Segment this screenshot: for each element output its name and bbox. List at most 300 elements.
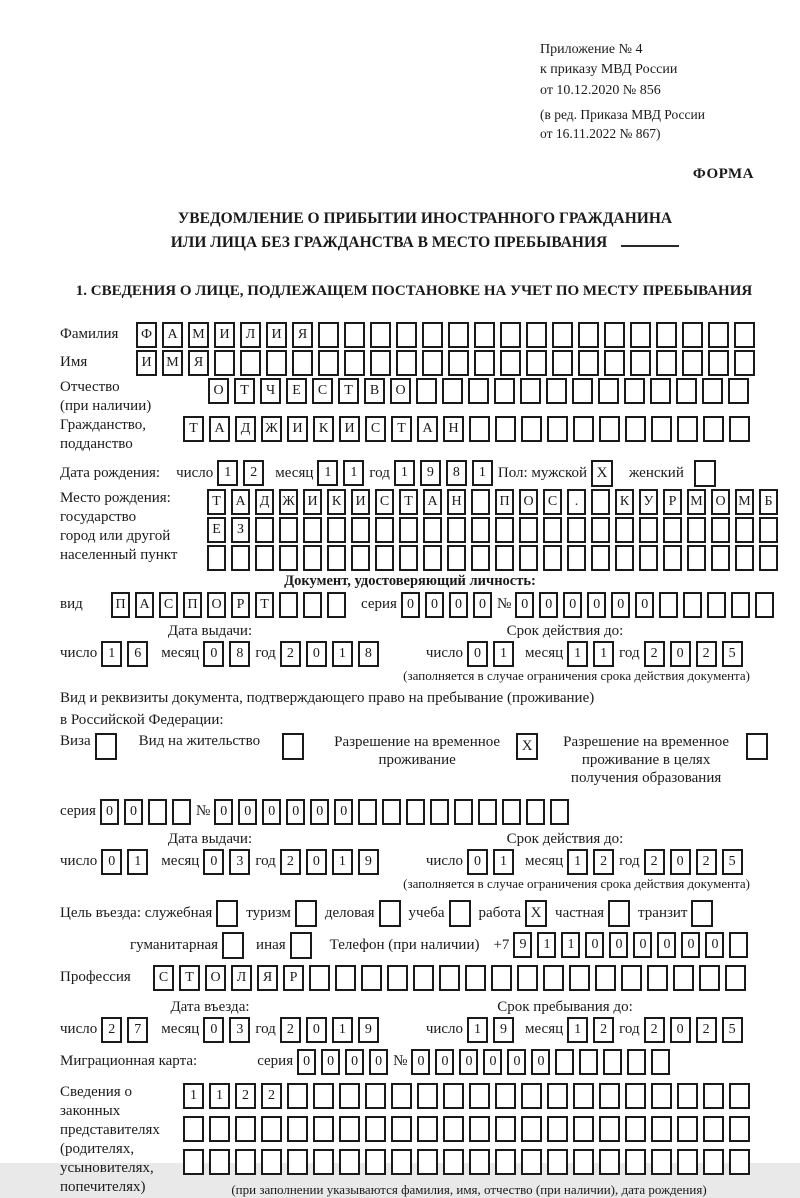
representatives-cells-r0-3[interactable]: 2 bbox=[261, 1083, 282, 1109]
surname-cells-3[interactable]: И bbox=[214, 322, 235, 348]
surname-cells-0[interactable]: Ф bbox=[136, 322, 157, 348]
citizenship-cells-13[interactable] bbox=[521, 416, 542, 442]
residence-issue-year-cells-1[interactable]: 0 bbox=[306, 849, 327, 875]
patronymic-cells-12[interactable] bbox=[520, 378, 541, 404]
citizenship-cells-6[interactable]: И bbox=[339, 416, 360, 442]
residence-permit-checkbox[interactable] bbox=[282, 733, 304, 760]
patronymic-cells-5[interactable]: Т bbox=[338, 378, 359, 404]
doc-expiry-year-cells-3[interactable]: 5 bbox=[722, 641, 743, 667]
birthplace-cells-r2-5[interactable] bbox=[327, 545, 346, 571]
surname-cells-1[interactable]: А bbox=[162, 322, 183, 348]
profession-cells-12[interactable] bbox=[465, 965, 486, 991]
surname-cells-23[interactable] bbox=[734, 322, 755, 348]
purpose-humanitarian-checkbox[interactable] bbox=[222, 932, 244, 959]
purpose-business-checkbox[interactable] bbox=[379, 900, 401, 927]
birthplace-cells-r1-4[interactable] bbox=[303, 517, 322, 543]
givenname-cells-8[interactable] bbox=[344, 350, 365, 376]
purpose-private-checkbox[interactable] bbox=[608, 900, 630, 927]
citizenship-cells-10[interactable]: Н bbox=[443, 416, 464, 442]
entry-year-cells-2[interactable]: 1 bbox=[332, 1017, 353, 1043]
profession-cells-1[interactable]: Т bbox=[179, 965, 200, 991]
doc-expiry-month-cells-0[interactable]: 1 bbox=[567, 641, 588, 667]
representatives-cells-r2-19[interactable] bbox=[677, 1149, 698, 1175]
givenname-cells-16[interactable] bbox=[552, 350, 573, 376]
birthplace-cells-r2-6[interactable] bbox=[351, 545, 370, 571]
birthplace-cells-r1-21[interactable] bbox=[711, 517, 730, 543]
entry-year-cells-3[interactable]: 9 bbox=[358, 1017, 379, 1043]
givenname-cells-21[interactable] bbox=[682, 350, 703, 376]
residence-issue-day-cells-0[interactable]: 0 bbox=[101, 849, 122, 875]
givenname-cells-2[interactable]: Я bbox=[188, 350, 209, 376]
phone-cells-9[interactable] bbox=[729, 932, 748, 958]
birthplace-cells-r1-5[interactable] bbox=[327, 517, 346, 543]
residence-issue-month-cells-0[interactable]: 0 bbox=[203, 849, 224, 875]
phone-cells-3[interactable]: 0 bbox=[585, 932, 604, 958]
birthplace-cells-r1-8[interactable] bbox=[399, 517, 418, 543]
residence-expiry-year-cells-0[interactable]: 2 bbox=[644, 849, 665, 875]
birthplace-cells-r2-7[interactable] bbox=[375, 545, 394, 571]
representatives-cells-r2-17[interactable] bbox=[625, 1149, 646, 1175]
representatives-cells-r2-18[interactable] bbox=[651, 1149, 672, 1175]
representatives-cells-r1-10[interactable] bbox=[443, 1116, 464, 1142]
doc-type-cells-0[interactable]: П bbox=[111, 592, 130, 618]
representatives-cells-r1-6[interactable] bbox=[339, 1116, 360, 1142]
representatives-cells-r1-1[interactable] bbox=[209, 1116, 230, 1142]
givenname-cells-7[interactable] bbox=[318, 350, 339, 376]
representatives-cells-r1-4[interactable] bbox=[287, 1116, 308, 1142]
residence-issue-year-cells-0[interactable]: 2 bbox=[280, 849, 301, 875]
residence-expiry-year-cells-3[interactable]: 5 bbox=[722, 849, 743, 875]
givenname-cells-18[interactable] bbox=[604, 350, 625, 376]
birthplace-cells-r0-8[interactable]: Т bbox=[399, 489, 418, 515]
birth-month-cells-0[interactable]: 1 bbox=[317, 460, 338, 486]
representatives-cells-r2-11[interactable] bbox=[469, 1149, 490, 1175]
doc-type-cells-8[interactable] bbox=[303, 592, 322, 618]
representatives-cells-r2-21[interactable] bbox=[729, 1149, 750, 1175]
givenname-cells-1[interactable]: М bbox=[162, 350, 183, 376]
citizenship-cells-5[interactable]: К bbox=[313, 416, 334, 442]
profession-cells-4[interactable]: Я bbox=[257, 965, 278, 991]
residence-number-cells-10[interactable] bbox=[454, 799, 473, 825]
migration-number-cells-1[interactable]: 0 bbox=[435, 1049, 454, 1075]
birthplace-cells-r1-14[interactable] bbox=[543, 517, 562, 543]
representatives-cells-r2-2[interactable] bbox=[235, 1149, 256, 1175]
surname-cells-11[interactable] bbox=[422, 322, 443, 348]
representatives-cells-r0-8[interactable] bbox=[391, 1083, 412, 1109]
residence-expiry-month-cells-1[interactable]: 2 bbox=[593, 849, 614, 875]
phone-cells-7[interactable]: 0 bbox=[681, 932, 700, 958]
residence-number-cells-8[interactable] bbox=[406, 799, 425, 825]
givenname-cells-0[interactable]: И bbox=[136, 350, 157, 376]
phone-cells-5[interactable]: 0 bbox=[633, 932, 652, 958]
doc-type-cells-7[interactable] bbox=[279, 592, 298, 618]
givenname-cells-17[interactable] bbox=[578, 350, 599, 376]
profession-cells-5[interactable]: Р bbox=[283, 965, 304, 991]
birthplace-cells-r1-19[interactable] bbox=[663, 517, 682, 543]
temp-residence-checkbox[interactable]: X bbox=[516, 733, 538, 760]
givenname-cells-15[interactable] bbox=[526, 350, 547, 376]
migration-number-cells-9[interactable] bbox=[627, 1049, 646, 1075]
birthplace-cells-r2-21[interactable] bbox=[711, 545, 730, 571]
representatives-cells-r2-5[interactable] bbox=[313, 1149, 334, 1175]
profession-cells-21[interactable] bbox=[699, 965, 720, 991]
birthplace-cells-r1-1[interactable]: З bbox=[231, 517, 250, 543]
representatives-cells-r0-5[interactable] bbox=[313, 1083, 334, 1109]
migration-number-cells-8[interactable] bbox=[603, 1049, 622, 1075]
gender-male-checkbox[interactable]: X bbox=[591, 460, 613, 487]
stay-month-cells-0[interactable]: 1 bbox=[567, 1017, 588, 1043]
birthplace-cells-r0-9[interactable]: А bbox=[423, 489, 442, 515]
surname-cells-13[interactable] bbox=[474, 322, 495, 348]
citizenship-cells-4[interactable]: И bbox=[287, 416, 308, 442]
migration-number-cells-4[interactable]: 0 bbox=[507, 1049, 526, 1075]
profession-cells-22[interactable] bbox=[725, 965, 746, 991]
representatives-cells-r1-12[interactable] bbox=[495, 1116, 516, 1142]
profession-cells-11[interactable] bbox=[439, 965, 460, 991]
entry-year-cells-0[interactable]: 2 bbox=[280, 1017, 301, 1043]
surname-cells-4[interactable]: Л bbox=[240, 322, 261, 348]
doc-number-cells-10[interactable] bbox=[755, 592, 774, 618]
entry-month-cells-0[interactable]: 0 bbox=[203, 1017, 224, 1043]
citizenship-cells-9[interactable]: А bbox=[417, 416, 438, 442]
citizenship-cells-18[interactable] bbox=[651, 416, 672, 442]
birthplace-cells-r2-17[interactable] bbox=[615, 545, 634, 571]
givenname-cells-3[interactable] bbox=[214, 350, 235, 376]
representatives-cells-r1-17[interactable] bbox=[625, 1116, 646, 1142]
birthplace-cells-r0-21[interactable]: О bbox=[711, 489, 730, 515]
birthplace-cells-r0-10[interactable]: Н bbox=[447, 489, 466, 515]
patronymic-cells-13[interactable] bbox=[546, 378, 567, 404]
residence-number-cells-9[interactable] bbox=[430, 799, 449, 825]
birth-year-cells-3[interactable]: 1 bbox=[472, 460, 493, 486]
patronymic-cells-3[interactable]: Е bbox=[286, 378, 307, 404]
residence-number-cells-4[interactable]: 0 bbox=[310, 799, 329, 825]
birthplace-cells-r0-11[interactable] bbox=[471, 489, 490, 515]
purpose-work-checkbox[interactable]: X bbox=[525, 900, 547, 927]
entry-day-cells-1[interactable]: 7 bbox=[127, 1017, 148, 1043]
representatives-cells-r0-9[interactable] bbox=[417, 1083, 438, 1109]
birthplace-cells-r1-9[interactable] bbox=[423, 517, 442, 543]
doc-issue-year-cells-1[interactable]: 0 bbox=[306, 641, 327, 667]
migration-number-cells-7[interactable] bbox=[579, 1049, 598, 1075]
representatives-cells-r0-11[interactable] bbox=[469, 1083, 490, 1109]
residence-series-cells-3[interactable] bbox=[172, 799, 191, 825]
residence-number-cells-14[interactable] bbox=[550, 799, 569, 825]
residence-expiry-day-cells-1[interactable]: 1 bbox=[493, 849, 514, 875]
birthplace-cells-r0-17[interactable]: К bbox=[615, 489, 634, 515]
birthplace-cells-r2-23[interactable] bbox=[759, 545, 778, 571]
birth-year-cells-1[interactable]: 9 bbox=[420, 460, 441, 486]
doc-issue-year-cells-3[interactable]: 8 bbox=[358, 641, 379, 667]
surname-cells-10[interactable] bbox=[396, 322, 417, 348]
birthplace-cells-r1-16[interactable] bbox=[591, 517, 610, 543]
residence-issue-month-cells-1[interactable]: 3 bbox=[229, 849, 250, 875]
residence-expiry-year-cells-2[interactable]: 2 bbox=[696, 849, 717, 875]
representatives-cells-r0-13[interactable] bbox=[521, 1083, 542, 1109]
representatives-cells-r0-10[interactable] bbox=[443, 1083, 464, 1109]
stay-month-cells-1[interactable]: 2 bbox=[593, 1017, 614, 1043]
birth-month-cells-1[interactable]: 1 bbox=[343, 460, 364, 486]
representatives-cells-r0-18[interactable] bbox=[651, 1083, 672, 1109]
migration-number-cells-2[interactable]: 0 bbox=[459, 1049, 478, 1075]
citizenship-cells-12[interactable] bbox=[495, 416, 516, 442]
representatives-cells-r1-0[interactable] bbox=[183, 1116, 204, 1142]
doc-issue-year-cells-0[interactable]: 2 bbox=[280, 641, 301, 667]
doc-issue-day-cells-0[interactable]: 1 bbox=[101, 641, 122, 667]
birthplace-cells-r2-20[interactable] bbox=[687, 545, 706, 571]
representatives-cells-r1-9[interactable] bbox=[417, 1116, 438, 1142]
gender-female-checkbox[interactable] bbox=[694, 460, 716, 487]
representatives-cells-r0-15[interactable] bbox=[573, 1083, 594, 1109]
birthplace-cells-r0-20[interactable]: М bbox=[687, 489, 706, 515]
profession-cells-2[interactable]: О bbox=[205, 965, 226, 991]
surname-cells-15[interactable] bbox=[526, 322, 547, 348]
representatives-cells-r1-2[interactable] bbox=[235, 1116, 256, 1142]
doc-number-cells-1[interactable]: 0 bbox=[539, 592, 558, 618]
representatives-cells-r1-11[interactable] bbox=[469, 1116, 490, 1142]
representatives-cells-r1-15[interactable] bbox=[573, 1116, 594, 1142]
birthplace-cells-r0-3[interactable]: Ж bbox=[279, 489, 298, 515]
doc-series-cells-1[interactable]: 0 bbox=[425, 592, 444, 618]
birthplace-cells-r0-0[interactable]: Т bbox=[207, 489, 226, 515]
representatives-cells-r2-10[interactable] bbox=[443, 1149, 464, 1175]
stay-year-cells-0[interactable]: 2 bbox=[644, 1017, 665, 1043]
profession-cells-20[interactable] bbox=[673, 965, 694, 991]
birthplace-cells-r2-3[interactable] bbox=[279, 545, 298, 571]
migration-number-cells-0[interactable]: 0 bbox=[411, 1049, 430, 1075]
citizenship-cells-0[interactable]: Т bbox=[183, 416, 204, 442]
birthplace-cells-r1-2[interactable] bbox=[255, 517, 274, 543]
residence-series-cells-0[interactable]: 0 bbox=[100, 799, 119, 825]
phone-cells-4[interactable]: 0 bbox=[609, 932, 628, 958]
residence-expiry-month-cells-0[interactable]: 1 bbox=[567, 849, 588, 875]
representatives-cells-r1-7[interactable] bbox=[365, 1116, 386, 1142]
stay-day-cells-1[interactable]: 9 bbox=[493, 1017, 514, 1043]
migration-series-cells-2[interactable]: 0 bbox=[345, 1049, 364, 1075]
representatives-cells-r0-6[interactable] bbox=[339, 1083, 360, 1109]
doc-expiry-day-cells-1[interactable]: 1 bbox=[493, 641, 514, 667]
migration-number-cells-3[interactable]: 0 bbox=[483, 1049, 502, 1075]
profession-cells-18[interactable] bbox=[621, 965, 642, 991]
surname-cells-16[interactable] bbox=[552, 322, 573, 348]
surname-cells-7[interactable] bbox=[318, 322, 339, 348]
migration-series-cells-1[interactable]: 0 bbox=[321, 1049, 340, 1075]
representatives-cells-r0-1[interactable]: 1 bbox=[209, 1083, 230, 1109]
patronymic-cells-20[interactable] bbox=[728, 378, 749, 404]
patronymic-cells-19[interactable] bbox=[702, 378, 723, 404]
citizenship-cells-14[interactable] bbox=[547, 416, 568, 442]
residence-expiry-day-cells-0[interactable]: 0 bbox=[467, 849, 488, 875]
surname-cells-19[interactable] bbox=[630, 322, 651, 348]
doc-type-cells-2[interactable]: С bbox=[159, 592, 178, 618]
residence-issue-year-cells-3[interactable]: 9 bbox=[358, 849, 379, 875]
givenname-cells-4[interactable] bbox=[240, 350, 261, 376]
purpose-transit-checkbox[interactable] bbox=[691, 900, 713, 927]
birth-year-cells-2[interactable]: 8 bbox=[446, 460, 467, 486]
patronymic-cells-14[interactable] bbox=[572, 378, 593, 404]
citizenship-cells-7[interactable]: С bbox=[365, 416, 386, 442]
representatives-cells-r0-7[interactable] bbox=[365, 1083, 386, 1109]
patronymic-cells-1[interactable]: Т bbox=[234, 378, 255, 404]
residence-number-cells-3[interactable]: 0 bbox=[286, 799, 305, 825]
profession-cells-10[interactable] bbox=[413, 965, 434, 991]
representatives-cells-r0-2[interactable]: 2 bbox=[235, 1083, 256, 1109]
residence-number-cells-2[interactable]: 0 bbox=[262, 799, 281, 825]
patronymic-cells-17[interactable] bbox=[650, 378, 671, 404]
birthplace-cells-r2-4[interactable] bbox=[303, 545, 322, 571]
surname-cells-2[interactable]: М bbox=[188, 322, 209, 348]
patronymic-cells-18[interactable] bbox=[676, 378, 697, 404]
surname-cells-6[interactable]: Я bbox=[292, 322, 313, 348]
profession-cells-8[interactable] bbox=[361, 965, 382, 991]
doc-number-cells-0[interactable]: 0 bbox=[515, 592, 534, 618]
residence-series-cells-2[interactable] bbox=[148, 799, 167, 825]
givenname-cells-23[interactable] bbox=[734, 350, 755, 376]
representatives-cells-r2-7[interactable] bbox=[365, 1149, 386, 1175]
residence-number-cells-0[interactable]: 0 bbox=[214, 799, 233, 825]
residence-number-cells-12[interactable] bbox=[502, 799, 521, 825]
purpose-other-checkbox[interactable] bbox=[290, 932, 312, 959]
representatives-cells-r0-4[interactable] bbox=[287, 1083, 308, 1109]
patronymic-cells-7[interactable]: О bbox=[390, 378, 411, 404]
surname-cells-22[interactable] bbox=[708, 322, 729, 348]
birth-day-cells-1[interactable]: 2 bbox=[243, 460, 264, 486]
surname-cells-5[interactable]: И bbox=[266, 322, 287, 348]
profession-cells-3[interactable]: Л bbox=[231, 965, 252, 991]
birthplace-cells-r2-10[interactable] bbox=[447, 545, 466, 571]
citizenship-cells-17[interactable] bbox=[625, 416, 646, 442]
birthplace-cells-r2-0[interactable] bbox=[207, 545, 226, 571]
givenname-cells-19[interactable] bbox=[630, 350, 651, 376]
birthplace-cells-r0-2[interactable]: Д bbox=[255, 489, 274, 515]
doc-number-cells-2[interactable]: 0 bbox=[563, 592, 582, 618]
doc-issue-year-cells-2[interactable]: 1 bbox=[332, 641, 353, 667]
surname-cells-14[interactable] bbox=[500, 322, 521, 348]
profession-cells-17[interactable] bbox=[595, 965, 616, 991]
birthplace-cells-r2-16[interactable] bbox=[591, 545, 610, 571]
givenname-cells-13[interactable] bbox=[474, 350, 495, 376]
profession-cells-9[interactable] bbox=[387, 965, 408, 991]
birthplace-cells-r1-7[interactable] bbox=[375, 517, 394, 543]
birthplace-cells-r2-12[interactable] bbox=[495, 545, 514, 571]
representatives-cells-r1-3[interactable] bbox=[261, 1116, 282, 1142]
residence-number-cells-11[interactable] bbox=[478, 799, 497, 825]
givenname-cells-22[interactable] bbox=[708, 350, 729, 376]
birthplace-cells-r0-1[interactable]: А bbox=[231, 489, 250, 515]
doc-expiry-month-cells-1[interactable]: 1 bbox=[593, 641, 614, 667]
birthplace-cells-r1-12[interactable] bbox=[495, 517, 514, 543]
birthplace-cells-r0-12[interactable]: П bbox=[495, 489, 514, 515]
birth-day-cells-0[interactable]: 1 bbox=[217, 460, 238, 486]
representatives-cells-r1-13[interactable] bbox=[521, 1116, 542, 1142]
residence-issue-year-cells-2[interactable]: 1 bbox=[332, 849, 353, 875]
stay-year-cells-1[interactable]: 0 bbox=[670, 1017, 691, 1043]
purpose-official-checkbox[interactable] bbox=[216, 900, 238, 927]
surname-cells-20[interactable] bbox=[656, 322, 677, 348]
doc-type-cells-4[interactable]: О bbox=[207, 592, 226, 618]
patronymic-cells-0[interactable]: О bbox=[208, 378, 229, 404]
profession-cells-7[interactable] bbox=[335, 965, 356, 991]
birthplace-cells-r1-13[interactable] bbox=[519, 517, 538, 543]
doc-series-cells-3[interactable]: 0 bbox=[473, 592, 492, 618]
entry-month-cells-1[interactable]: 3 bbox=[229, 1017, 250, 1043]
citizenship-cells-8[interactable]: Т bbox=[391, 416, 412, 442]
representatives-cells-r2-6[interactable] bbox=[339, 1149, 360, 1175]
doc-type-cells-6[interactable]: Т bbox=[255, 592, 274, 618]
doc-issue-day-cells-1[interactable]: 6 bbox=[127, 641, 148, 667]
representatives-cells-r2-16[interactable] bbox=[599, 1149, 620, 1175]
birthplace-cells-r0-18[interactable]: У bbox=[639, 489, 658, 515]
representatives-cells-r2-14[interactable] bbox=[547, 1149, 568, 1175]
representatives-cells-r0-20[interactable] bbox=[703, 1083, 724, 1109]
migration-number-cells-5[interactable]: 0 bbox=[531, 1049, 550, 1075]
birthplace-cells-r0-5[interactable]: К bbox=[327, 489, 346, 515]
representatives-cells-r0-21[interactable] bbox=[729, 1083, 750, 1109]
patronymic-cells-2[interactable]: Ч bbox=[260, 378, 281, 404]
doc-expiry-year-cells-0[interactable]: 2 bbox=[644, 641, 665, 667]
birthplace-cells-r1-20[interactable] bbox=[687, 517, 706, 543]
givenname-cells-20[interactable] bbox=[656, 350, 677, 376]
migration-number-cells-10[interactable] bbox=[651, 1049, 670, 1075]
birthplace-cells-r2-9[interactable] bbox=[423, 545, 442, 571]
doc-number-cells-8[interactable] bbox=[707, 592, 726, 618]
residence-series-cells-1[interactable]: 0 bbox=[124, 799, 143, 825]
representatives-cells-r2-1[interactable] bbox=[209, 1149, 230, 1175]
temp-residence-edu-checkbox[interactable] bbox=[746, 733, 768, 760]
representatives-cells-r1-5[interactable] bbox=[313, 1116, 334, 1142]
stay-year-cells-2[interactable]: 2 bbox=[696, 1017, 717, 1043]
citizenship-cells-1[interactable]: А bbox=[209, 416, 230, 442]
citizenship-cells-21[interactable] bbox=[729, 416, 750, 442]
representatives-cells-r2-15[interactable] bbox=[573, 1149, 594, 1175]
patronymic-cells-4[interactable]: С bbox=[312, 378, 333, 404]
doc-number-cells-5[interactable]: 0 bbox=[635, 592, 654, 618]
givenname-cells-14[interactable] bbox=[500, 350, 521, 376]
givenname-cells-12[interactable] bbox=[448, 350, 469, 376]
representatives-cells-r2-4[interactable] bbox=[287, 1149, 308, 1175]
doc-number-cells-9[interactable] bbox=[731, 592, 750, 618]
phone-cells-1[interactable]: 1 bbox=[537, 932, 556, 958]
surname-cells-21[interactable] bbox=[682, 322, 703, 348]
birthplace-cells-r1-17[interactable] bbox=[615, 517, 634, 543]
citizenship-cells-11[interactable] bbox=[469, 416, 490, 442]
givenname-cells-6[interactable] bbox=[292, 350, 313, 376]
birthplace-cells-r1-22[interactable] bbox=[735, 517, 754, 543]
givenname-cells-5[interactable] bbox=[266, 350, 287, 376]
doc-type-cells-9[interactable] bbox=[327, 592, 346, 618]
doc-expiry-year-cells-2[interactable]: 2 bbox=[696, 641, 717, 667]
patronymic-cells-16[interactable] bbox=[624, 378, 645, 404]
doc-series-cells-2[interactable]: 0 bbox=[449, 592, 468, 618]
doc-expiry-day-cells-0[interactable]: 0 bbox=[467, 641, 488, 667]
doc-number-cells-7[interactable] bbox=[683, 592, 702, 618]
patronymic-cells-8[interactable] bbox=[416, 378, 437, 404]
purpose-study-checkbox[interactable] bbox=[449, 900, 471, 927]
representatives-cells-r0-0[interactable]: 1 bbox=[183, 1083, 204, 1109]
birthplace-cells-r2-19[interactable] bbox=[663, 545, 682, 571]
birthplace-cells-r1-10[interactable] bbox=[447, 517, 466, 543]
representatives-cells-r2-13[interactable] bbox=[521, 1149, 542, 1175]
citizenship-cells-20[interactable] bbox=[703, 416, 724, 442]
visa-checkbox[interactable] bbox=[95, 733, 117, 760]
representatives-cells-r0-12[interactable] bbox=[495, 1083, 516, 1109]
surname-cells-12[interactable] bbox=[448, 322, 469, 348]
doc-type-cells-1[interactable]: А bbox=[135, 592, 154, 618]
citizenship-cells-3[interactable]: Ж bbox=[261, 416, 282, 442]
doc-expiry-year-cells-1[interactable]: 0 bbox=[670, 641, 691, 667]
birthplace-cells-r2-13[interactable] bbox=[519, 545, 538, 571]
birth-year-cells-0[interactable]: 1 bbox=[394, 460, 415, 486]
